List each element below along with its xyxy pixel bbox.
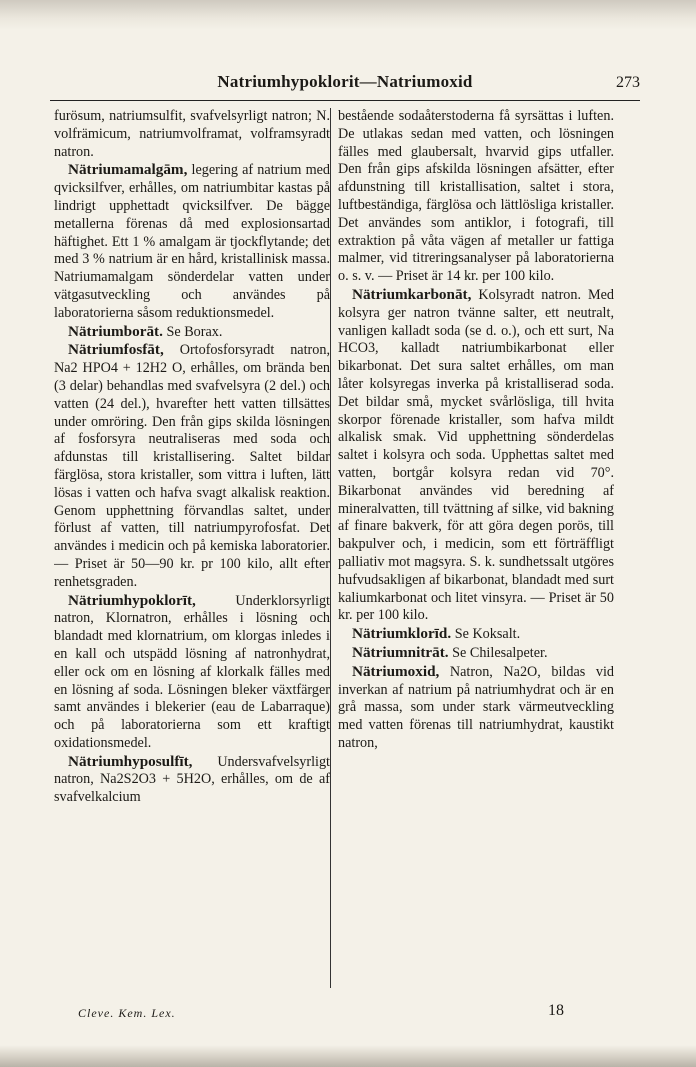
left-column xyxy=(54,108,330,988)
running-header xyxy=(50,72,640,98)
entry-natriumoxid: Nätriumoxid, Natron, Na2O, bildas vid inverkan af natrium på natriumhydrat och är en grå massa, som under stark värmeutveckling med vatten förenas till natriumhydrat, kaustikt natron, xyxy=(338,662,614,751)
entry-natriumfosfat: Nätriumfosfāt, Ortofosforsyradt natron, Na2 HPO4 + 12H2 O, erhålles, om brända ben (3 delar) behandlas med svafvelsyra (2 del.) och vatten (24 del.), hvarefter hett vatten tillsättes under omröring. Den från gips skilda lösningen af fosforsyra neutraliseras med soda och afdunstas till kristallisering. Saltet bildar färglösa, stora kristaller, som vittra i luften, lätt lösas i vatten och hafva svagt alkalisk reaktion. Genom upphettning förvandlas saltet, under förlust af vatten, till natriumpyrofosfat. Det användes i medicin och på kemiska laboratorier. — Priset är 50—90 kr. pr 100 kilo, allt efter renhetsgraden. xyxy=(54,341,330,590)
headword: Nätriumhypoklorīt, xyxy=(68,591,196,609)
entry-continuation: bestående sodaåterstoderna få syrsättas i luften. De utlakas sedan med vatten, och lösningen fälles med glaubersalt, hvarvid gips utfaller. Den från gips afskilda lösningen afsätter, efter afdunstning till kristallisation, saltet i stora, luftbeständiga, färglösa och lättlösliga kristaller. Det användes som antiklor, i fotografi, till extraktion på våta vägen af metaller ur fattiga malmer, vid titreringsanalyser på laboratorierna o. s. v. — Priset är 14 kr. per 100 kilo. xyxy=(338,108,614,285)
entry-natriumkarbonat: Nätriumkarbonāt, Kolsyradt natron. Med kolsyra ger natron tvänne salter, ett neutralt, vanligen kalladt soda (se d. o.), och ett surt, Na HCO3, kalladt natriumbikarbonat eller bikarbonat. Det sura saltet erhålles, om man låter kolsyregas inverka på kristalliserad soda. Det bildar små, mycket svårlösliga, till hvita skorpor förenade kristaller, som hafva mildt alkalisk smak. Vid upphettning sönderdelas saltet i kolsyra och soda. Upphettas saltet med vatten, bortgår kolsyra redan vid 70°. Bikarbonat användes vid beredning af mineralvatten, till tvättning af silke, vid bakning af finare bakverk, för att göra degen porös, till bakpulver och, i medicin, som ett förträffligt palliativ mot magsyra. S. k. sundhetssalt utgöres hufvudsakligen af bikarbonat, blandadt med surt kaliumkarbonat och litet vinsyra. — Priset är 50 kr. per 100 kilo. xyxy=(338,285,614,624)
entry-natriumhyposulfit: Nätriumhyposulfīt, Undersvafvelsyrligt natron, Na2S2O3 + 5H2O, erhålles, om de af svafvelkalcium xyxy=(54,752,330,806)
entry-natriumborat: Nätriumborāt. Se Borax. xyxy=(68,322,223,340)
headword: Nätriumfosfāt, xyxy=(68,341,164,359)
entry-continuation: furösum, natriumsulfit, svafvelsyrligt natron; N. volfrämicum, natriumvolframat, volframsyradt natron. xyxy=(54,108,330,160)
page-bottom-edge xyxy=(0,1045,696,1067)
header-rule xyxy=(50,100,640,101)
sheet-number: 18 xyxy=(548,1002,564,1019)
entry-natriumklorid: Nätriumklorīd. Se Koksalt. xyxy=(352,625,521,643)
headword: Nätriumamalgām, xyxy=(68,161,188,179)
entry-natriumnitrat: Nätriumnitrāt. Se Chilesalpeter. xyxy=(352,643,548,661)
headword: Nätriumklorīd. xyxy=(352,625,452,643)
headword: Nätriumnitrāt. xyxy=(352,643,449,661)
page-top-edge xyxy=(0,0,696,30)
header-title: Natriumhypoklorit—Natriumoxid xyxy=(217,72,473,91)
entry-natriumamalgam: Nätriumamalgām, legering af natrium med qvicksilfver, erhålles, om natriumbitar kastas på lindrigt upphettadt qvicksilfver. De bägge metallerna förenas då med explosionsartad häftighet. Ett 1 % amalgam är tjockflytande; det med 3 % natrium är en hård, kristallinisk massa. Natriumamalgam sönderdelar vatten under vätgasutveckling och användes på laboratorierna såsom reduktionsmedel. xyxy=(54,161,330,321)
headword: Nätriumkarbonāt, xyxy=(352,285,472,303)
footer-signature: Cleve. Kem. Lex. xyxy=(78,1006,176,1020)
page-number: 273 xyxy=(616,74,640,91)
entry-natriumhypoklorit: Nätriumhypoklorīt, Underklorsyrligt natron, Klornatron, erhålles i lösning och blandadt med klornatrium, om klorgas inledes i en kall och utspädd lösning af natronhydrat, eller ock om en lösning af klorkalk fälles med en lösning af soda. Lösningen bleker växtfärger samt användes i blekerier (eau de Labarraque) och på laboratorierna som ett kraftigt oxidationsmedel. xyxy=(54,591,330,751)
headword: Nätriumoxid, xyxy=(352,662,440,680)
headword: Nätriumhyposulfīt, xyxy=(68,752,193,770)
right-column xyxy=(338,108,614,988)
headword: Nätriumborāt. xyxy=(68,322,163,340)
column-divider xyxy=(330,108,331,988)
